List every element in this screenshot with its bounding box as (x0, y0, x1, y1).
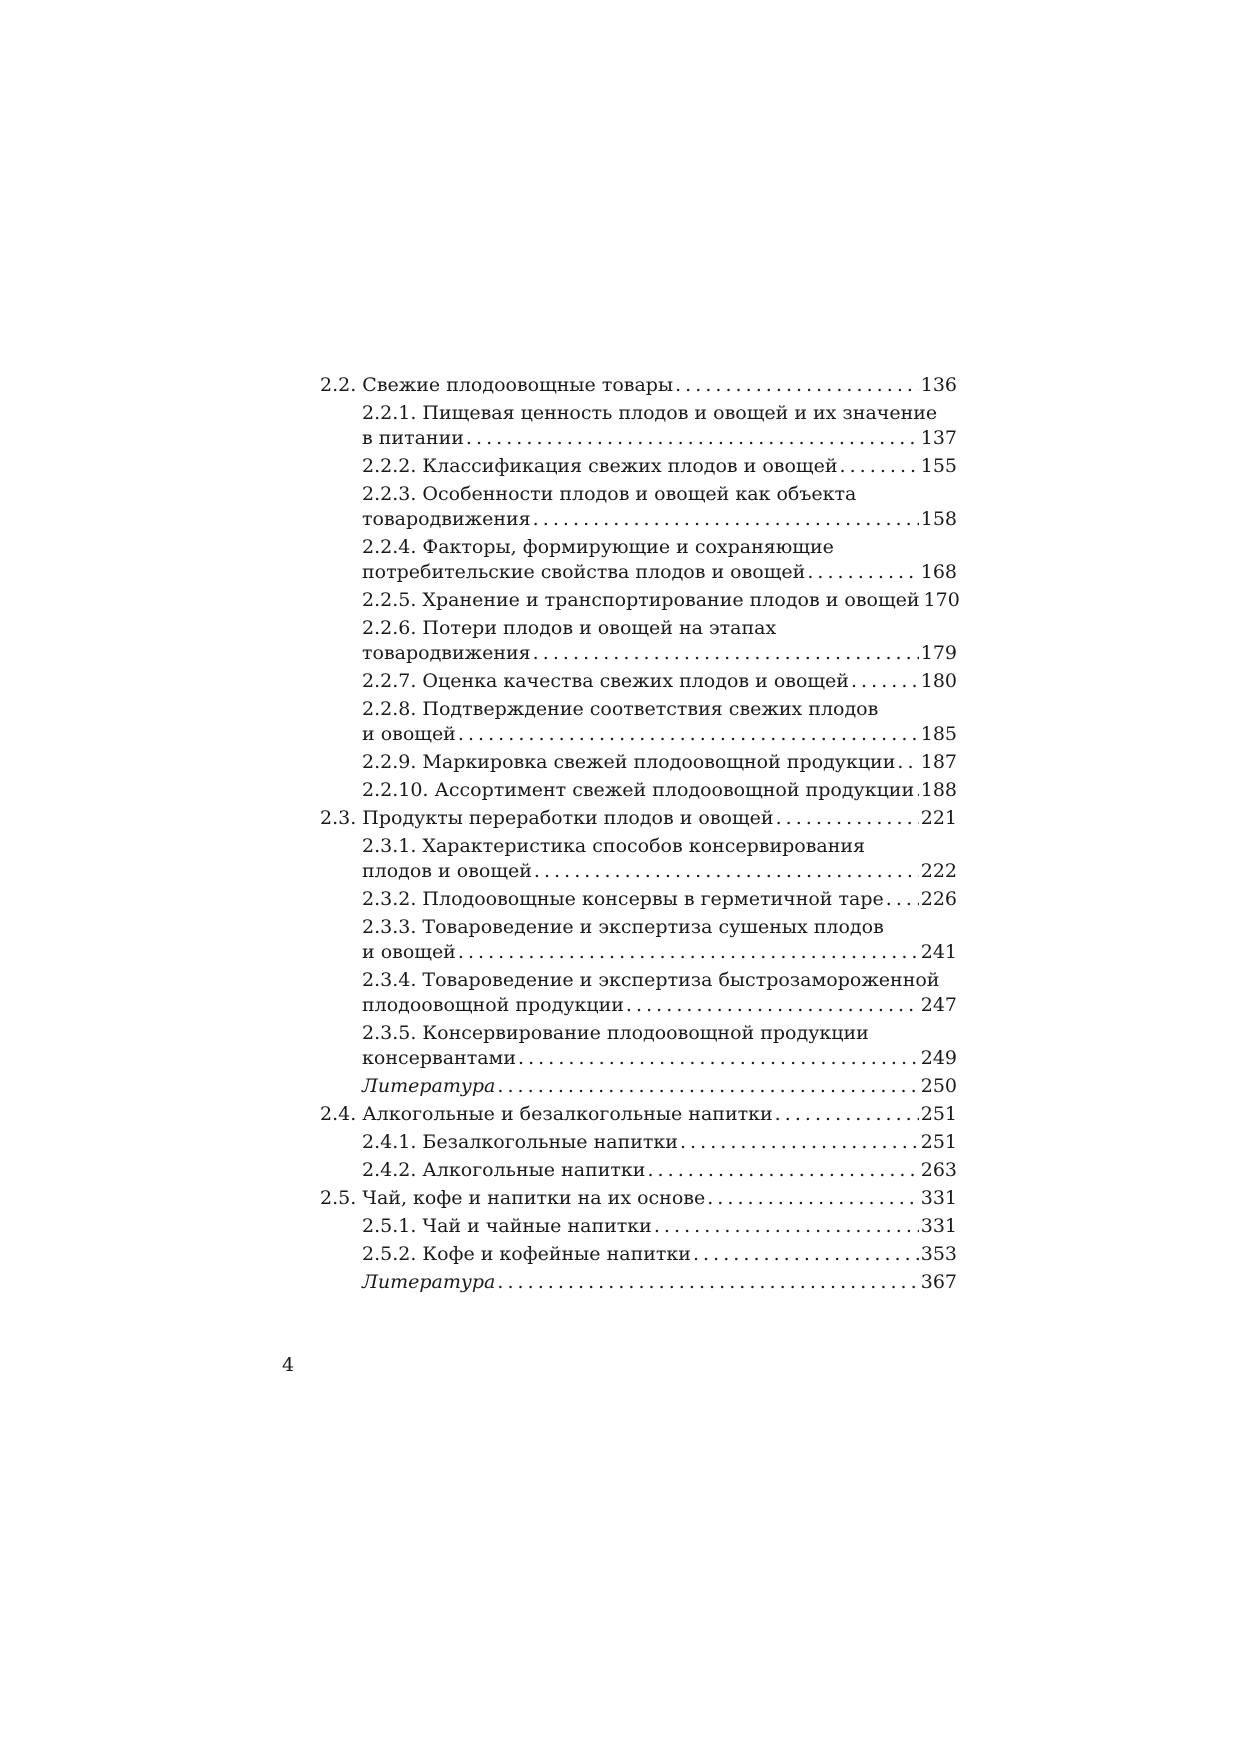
toc-entry-page: 168 (920, 561, 957, 583)
toc-entry-line (362, 1074, 957, 1099)
dot-leader (626, 993, 919, 1018)
toc-subsection-entry (320, 968, 957, 1018)
toc-entry-title: 2.3. Продукты переработки плодов и овощей (320, 807, 774, 829)
toc-entry-page: 158 (920, 508, 957, 530)
toc-entry-title-first-line: 2.2.4. Факторы, формирующие и сохраняющие (362, 536, 834, 558)
toc-entry-title: 2.5. Чай, кофе и напитки на их основе (320, 1187, 706, 1209)
toc-entry-page: 170 (923, 589, 960, 611)
toc-entry-line (362, 641, 957, 666)
toc-entry-title: 2.2.2. Классификация свежих плодов и овощей (362, 455, 838, 477)
toc-entry-line (362, 940, 957, 965)
toc-entry-page: 226 (920, 888, 957, 910)
toc-entry-line (362, 560, 957, 585)
dot-leader (497, 1074, 918, 1099)
toc-entry-title: 2.2. Свежие плодоовощные товары (320, 374, 674, 396)
dot-leader (707, 1186, 919, 1211)
dot-leader (851, 669, 919, 694)
toc-entry-line (320, 373, 957, 398)
toc-subsection-entry (320, 915, 957, 965)
toc-subsection-entry (320, 669, 957, 694)
toc-entry-page: 250 (920, 1075, 957, 1097)
toc-entry-title-first-line: 2.2.8. Подтверждение соответствия свежих плодов (362, 698, 879, 720)
dot-leader (886, 887, 919, 912)
toc-entry-title-first-line: 2.2.6. Потери плодов и овощей на этапах (362, 617, 777, 639)
dot-leader (518, 1046, 919, 1071)
toc-entry-line (362, 859, 957, 884)
toc-entry-title: 2.2.7. Оценка качества свежих плодов и овощей (362, 670, 849, 692)
toc-entry-title: 2.5.2. Кофе и кофейные напитки (362, 1243, 691, 1265)
toc-entry-page: 367 (920, 1271, 957, 1293)
toc-entry-page: 185 (920, 723, 957, 745)
dot-leader (897, 750, 918, 775)
toc-entry-line (362, 1130, 957, 1155)
toc-entry-line (362, 426, 957, 451)
toc-entry-title-first-line: 2.2.1. Пищевая ценность плодов и овощей и их значение (362, 402, 938, 424)
toc-section-entry (320, 806, 957, 831)
toc-entry-line (362, 1270, 957, 1295)
toc-subsection-entry (320, 1158, 957, 1183)
dot-leader (916, 778, 919, 803)
toc-entry-title: 2.2.9. Маркировка свежей плодоовощной продукции (362, 751, 896, 773)
toc-entry-line (320, 1102, 957, 1127)
toc-entry-title: 2.4.1. Безалкогольные напитки (362, 1131, 678, 1153)
toc-subsection-entry (320, 1130, 957, 1155)
dot-leader (534, 859, 919, 884)
dot-leader (647, 1158, 918, 1183)
dot-leader (533, 641, 919, 666)
toc-subsection-entry (320, 834, 957, 884)
toc-subsection-entry (320, 616, 957, 666)
toc-subsection-entry (320, 482, 957, 532)
toc-entry-line (362, 722, 957, 747)
toc-subsection-entry (320, 535, 957, 585)
toc-subsection-entry (320, 1270, 957, 1295)
dot-leader (497, 1270, 918, 1295)
toc-entry-page: 222 (920, 860, 957, 882)
toc-entry-title-first-line: 2.2.3. Особенности плодов и овощей как объекта (362, 483, 857, 505)
dot-leader (776, 806, 919, 831)
toc-entry-page: 180 (920, 670, 957, 692)
toc-entry-page: 353 (920, 1243, 957, 1265)
toc-entry-page: 241 (920, 941, 957, 963)
toc-entry-line (362, 1158, 957, 1183)
page-number: 4 (282, 1354, 295, 1376)
toc-entry-page: 331 (920, 1215, 957, 1237)
toc-entry-page: 251 (920, 1103, 957, 1125)
toc-subsection-entry (320, 454, 957, 479)
toc-subsection-entry (320, 778, 957, 803)
toc-entry-title: товародвижения (362, 642, 531, 664)
toc-subsection-entry (320, 697, 957, 747)
toc-entry-page: 188 (920, 779, 957, 801)
toc-entry-line (362, 778, 957, 803)
toc-entry-line (362, 993, 957, 1018)
toc-entry-line (362, 669, 957, 694)
toc-subsection-entry (320, 1214, 957, 1239)
toc-entry-page: 263 (920, 1159, 957, 1181)
toc-entry-line (362, 1046, 957, 1071)
toc-entry-line (362, 1214, 957, 1239)
dot-leader (680, 1130, 919, 1155)
toc-entry-line (362, 588, 960, 613)
toc-entry-line (362, 750, 957, 775)
toc-entry-title: товародвижения (362, 508, 531, 530)
toc-subsection-entry (320, 750, 957, 775)
toc-entry-title: Литература (362, 1075, 496, 1097)
toc-subsection-entry (320, 1074, 957, 1099)
toc-entry-page: 221 (920, 807, 957, 829)
toc-entry-page: 155 (920, 455, 957, 477)
toc-entry-page: 179 (920, 642, 957, 664)
dot-leader (675, 373, 919, 398)
toc-entry-page: 137 (920, 427, 957, 449)
toc-section-entry (320, 373, 957, 398)
toc-entry-page: 247 (920, 994, 957, 1016)
toc-subsection-entry (320, 588, 960, 613)
toc-entry-title: консервантами (362, 1047, 516, 1069)
toc-entry-title: 2.4. Алкогольные и безалкогольные напитки (320, 1103, 773, 1125)
toc-entry-title: и овощей (362, 723, 456, 745)
dot-leader (466, 426, 919, 451)
toc-entry-title: 2.2.10. Ассортимент свежей плодоовощной продукции (362, 779, 915, 801)
toc-subsection-entry (320, 887, 957, 912)
toc-entry-page: 249 (920, 1047, 957, 1069)
toc-subsection-entry (320, 401, 957, 451)
toc-entry-line (362, 1242, 957, 1267)
toc-entry-page: 136 (920, 374, 957, 396)
toc-entry-title: потребительские свойства плодов и овощей (362, 561, 806, 583)
dot-leader (775, 1102, 919, 1127)
toc-entry-title: в питании (362, 427, 464, 449)
toc-subsection-entry (320, 1021, 957, 1071)
toc-entry-title: плодов и овощей (362, 860, 532, 882)
toc-entry-line (320, 1186, 957, 1211)
dot-leader (807, 560, 918, 585)
dot-leader (458, 722, 919, 747)
table-of-contents (320, 373, 960, 1298)
toc-subsection-entry (320, 1242, 957, 1267)
toc-entry-title-first-line: 2.3.3. Товароведение и экспертиза сушеных плодов (362, 916, 884, 938)
toc-entry-title: и овощей (362, 941, 456, 963)
toc-entry-line (362, 887, 957, 912)
toc-section-entry (320, 1102, 957, 1127)
toc-entry-line (320, 806, 957, 831)
toc-entry-title: 2.4.2. Алкогольные напитки (362, 1159, 646, 1181)
toc-entry-title: 2.5.1. Чай и чайные напитки (362, 1215, 652, 1237)
toc-entry-page: 187 (920, 751, 957, 773)
dot-leader (840, 454, 919, 479)
dot-leader (693, 1242, 919, 1267)
toc-entry-title: Литература (362, 1271, 496, 1293)
toc-entry-title: 2.2.5. Хранение и транспортирование плодов и овощей (362, 589, 920, 611)
toc-section-entry (320, 1186, 957, 1211)
toc-entry-page: 331 (920, 1187, 957, 1209)
dot-leader (533, 507, 919, 532)
toc-entry-title-first-line: 2.3.1. Характеристика способов консервирования (362, 835, 866, 857)
toc-entry-title: 2.3.2. Плодоовощные консервы в герметичной таре (362, 888, 884, 910)
toc-entry-line (362, 507, 957, 532)
toc-entry-title: плодоовощной продукции (362, 994, 624, 1016)
toc-entry-page: 251 (920, 1131, 957, 1153)
dot-leader (654, 1214, 919, 1239)
toc-entry-title-first-line: 2.3.4. Товароведение и экспертиза быстрозамороженной (362, 969, 940, 991)
toc-entry-line (362, 454, 957, 479)
dot-leader (458, 940, 919, 965)
toc-entry-title-first-line: 2.3.5. Консервирование плодоовощной продукции (362, 1022, 869, 1044)
